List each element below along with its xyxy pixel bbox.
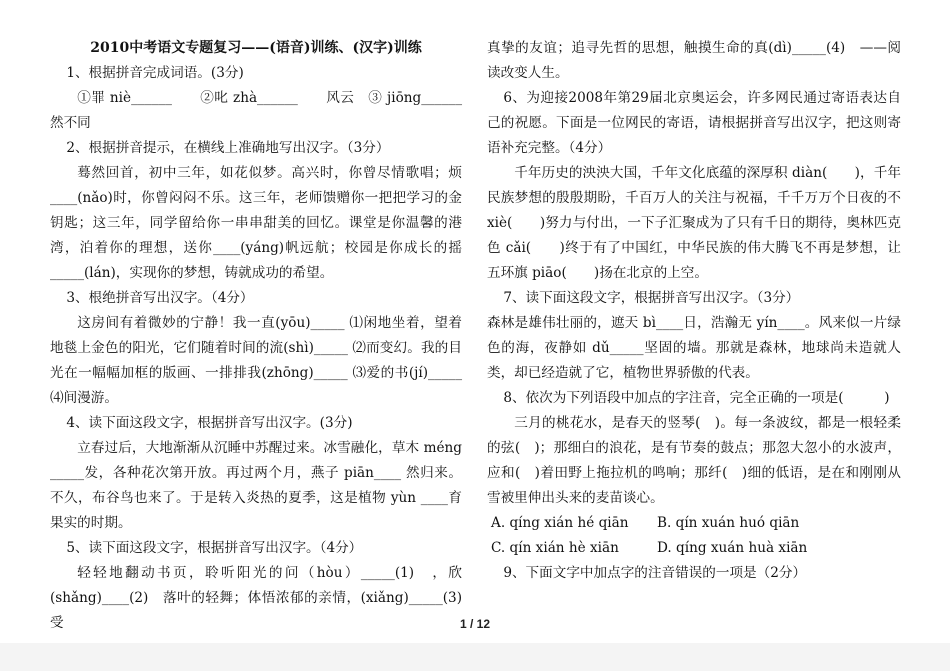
question-5-continued: 真挚的友谊；追寻先哲的思想，触摸生命的真(dì)_____(4) ——阅读改变人生。 xyxy=(487,40,901,81)
option-c: C. qín xián hè xiān xyxy=(491,540,619,556)
right-column xyxy=(487,36,901,586)
option-a: A. qíng xián hé qiān xyxy=(491,515,629,531)
page-indicator: 1 / 12 xyxy=(459,617,491,631)
question-9-heading: 9、下面文字中加点字的注音错误的一项是（2分） xyxy=(503,565,807,581)
question-8-body: 三月的桃花水，是春天的竖琴( )。每一条波纹，都是一根轻柔的弦( )；那细白的浪花，是有节奏的鼓点；那忽大忽小的水波声，应和( )着田野上拖拉机的鸣响；那纤( )细的低语，是在和刚刚从雪被里伸出头来的麦苗谈心。 xyxy=(487,415,901,506)
question-3-body: 这房间有着微妙的宁静！我一直(yōu)_____ ⑴闲地坐着，望着地毯上金色的阳光，它们随着时间的流(shì)_____ ⑵而变幻。我的目光在一幅幅加框的版画、一排排我(zhōng)_____ ⑶爱的书(jí)_____ ⑷间漫游。 xyxy=(50,315,462,406)
question-3-heading: 3、根绝拼音写出汉字。（4分） xyxy=(66,290,254,306)
question-4-heading: 4、读下面这段文字，根据拼音写出汉字。(3分) xyxy=(66,415,353,431)
option-b: B. qín xuán huó qiān xyxy=(657,515,800,531)
document-title: 2010中考语文专题复习——(语音)训练、(汉字)训练 xyxy=(90,40,422,56)
question-5-body: 轻轻地翻动书页，聆听阳光的问（hòu）_____(1) ，欣(shǎng)____(2) 落叶的轻舞；体悟浓郁的亲情，(xiǎng)_____(3) 受 xyxy=(50,565,476,631)
option-d: D. qíng xuán huà xiān xyxy=(657,540,808,556)
question-6-heading: 6、为迎接2008年第29届北京奥运会，许多网民通过寄语表达自己的祝愿。下面是一位网民的寄语，请根据拼音写出汉字，把这则寄语补充完整。（4分） xyxy=(487,90,901,156)
question-2-body: 蓦然回首，初中三年，如花似梦。高兴时，你曾尽情歌唱；烦____(nǎo)时，你曾闷闷不乐。这三年，老师馈赠你一把把学习的金钥匙；这三年，同学留给你一串串甜美的回忆。课堂是你温馨的港湾，泊着你的理想，送你____(yáng)帆远航；校园是你成长的摇_____(lán)，实现你的梦想，铸就成功的希望。 xyxy=(50,165,462,281)
question-8-heading: 8、依次为下列语段中加点的字注音，完全正确的一项是( ) xyxy=(503,390,890,406)
question-6-body: 千年历史的泱泱大国，千年文化底蕴的深厚积 diàn( )，千年民族梦想的殷殷期盼，千百万人的关注与祝福，千千万万个日夜的不 xiè( )努力与付出，一下子汇聚成为了只有千日的期待，奥林匹克色 cǎi( )终于有了中国红，中华民族的伟大腾飞不再是梦想，让五环旗 piāo( )扬在北京的上空。 xyxy=(487,165,901,281)
question-1-heading: 1、根据拼音完成词语。(3分) xyxy=(66,65,244,81)
question-8-options-row-2 xyxy=(487,536,901,561)
question-1-body: ①罪 niè______ ②叱 zhà______ 风云 ③ jiōng______然不同 xyxy=(50,90,462,131)
viewer-bottom-bar xyxy=(0,643,950,671)
question-5-heading: 5、读下面这段文字，根据拼音写出汉字。（4分） xyxy=(66,540,363,556)
question-7-heading: 7、读下面这段文字，根据拼音写出汉字。（3分） xyxy=(503,290,800,306)
question-8-options-row-1 xyxy=(487,511,901,536)
question-4-body: 立春过后，大地渐渐从沉睡中苏醒过来。冰雪融化，草木 méng _____发，各种花次第开放。再过两个月，燕子 piān____ 然归来。不久，布谷鸟也来了。于是转入炎热的夏季，这是植物 yùn ____育果实的时期。 xyxy=(50,440,462,531)
question-2-heading: 2、根据拼音提示，在横线上准确地写出汉字。（3分） xyxy=(66,140,390,156)
question-7-body: 森林是雄伟壮丽的，遮天 bì____日，浩瀚无 yín____。风来似一片绿色的海，夜静如 dǔ_____坚固的墙。那就是森林，地球尚未造就人类，却已经造就了它，植物世界骄傲的代表。 xyxy=(487,315,901,381)
